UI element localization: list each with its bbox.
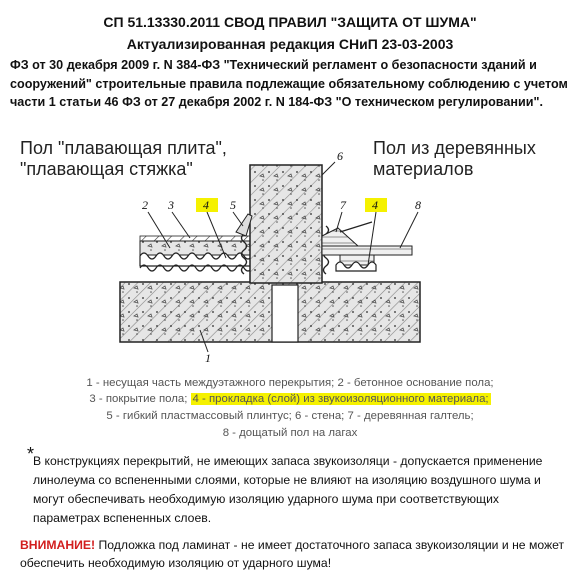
linoleum-note-text: В конструкциях перекрытий, не имеющих запаса звукоизоляци - допускается применение линолеума со вспененными слоями, которые не влияют на изоляцию воздушного шума и могут обеспечивать необходимую изоляцию ударного шума при соответствующих параметрах вспененных слоев. — [33, 454, 543, 525]
legend-line-3: 5 - гибкий пластмассовый плинтус; 6 - стена; 7 - деревянная галтель; — [106, 410, 474, 422]
wall — [250, 165, 322, 283]
label-6: 6 — [337, 149, 343, 163]
wooden-floor — [322, 222, 412, 271]
asterisk: * — [27, 444, 35, 464]
law-reference: ФЗ от 30 декабря 2009 г. N 384-ФЗ "Технический регламент о безопасности зданий и сооружений" строительные правила подлежащие обязательному соблюдению с учетом части 1 статьи 46 ФЗ от 27 декабря 2002 г. N 184-ФЗ "О техническом регулировании". — [10, 58, 568, 109]
label-8: 8 — [415, 198, 421, 212]
label-2: 2 — [142, 198, 148, 212]
label-7: 7 — [340, 198, 346, 212]
linoleum-note — [27, 444, 568, 528]
legend-line-2 — [0, 391, 580, 407]
caption-wooden-line1: Пол из деревянных — [373, 138, 536, 158]
label-3: 3 — [168, 198, 174, 212]
slab-joint — [272, 285, 298, 342]
label-1: 1 — [205, 351, 211, 365]
floating-floor — [140, 236, 252, 271]
legend-line-4: 8 - дощатый пол на лагах — [222, 427, 358, 439]
floor-section-diagram — [0, 140, 580, 370]
page-subtitle: Актуализированная редакция СНиП 23-03-2003 — [126, 36, 454, 52]
caption-wooden-line2: материалов — [373, 159, 474, 179]
warning-text: Подложка под ламинат - не имеет достаточного запаса звукоизоляции и не может обеспечить необходимую изоляцию от ударного шума! — [20, 538, 565, 570]
legend-line-1: 1 - несущая часть междуэтажного перекрытия; 2 - бетонное основание пола; — [86, 377, 494, 389]
caption-floating-line1: Пол "плавающая плита", — [20, 138, 227, 158]
label-4-right: 4 — [372, 198, 378, 212]
legend-item-3: 3 - покрытие пола; — [89, 393, 188, 405]
page-title: СП 51.13330.2011 СВОД ПРАВИЛ "ЗАЩИТА ОТ ШУМА" — [103, 14, 477, 30]
laminate-warning — [20, 536, 570, 572]
label-5: 5 — [230, 198, 236, 212]
caption-floating-line2: "плавающая стяжка" — [20, 159, 193, 179]
slab — [120, 282, 420, 342]
legend-item-4-highlight: 4 - прокладка (слой) из звукоизоляционного материала; — [192, 393, 489, 405]
warning-label: ВНИМАНИЕ! — [20, 538, 96, 552]
label-4-left: 4 — [203, 198, 209, 212]
